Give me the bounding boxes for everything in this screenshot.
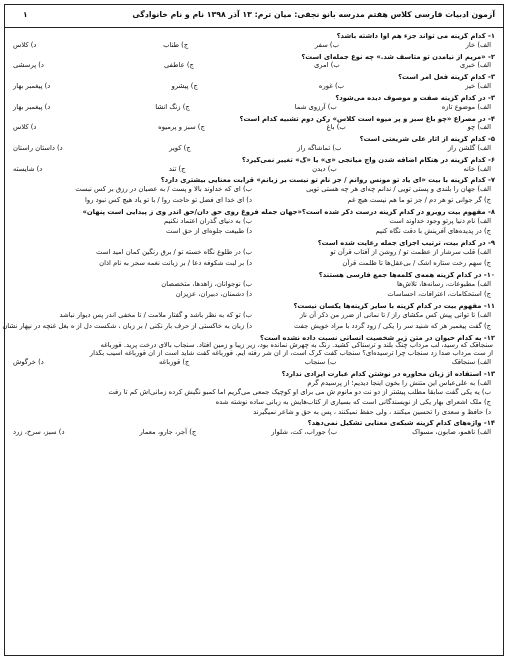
option-b: ب) باغ <box>326 123 346 132</box>
question-2 <box>13 54 495 73</box>
exam-page <box>4 4 504 656</box>
exam-title: آزمون ادبیات فارسی کلاس هفتم مدرسه بانو نجفی: میان ترم: ۱۳ آذر ۱۳۹۸ نام و نام خانوادگی <box>132 10 495 19</box>
question-3a <box>13 74 495 93</box>
options-row <box>13 144 495 155</box>
option-b: ب) یه یکی گفت سابقا مطلب پیشتر از دو نت دو مانوم ش می برای او کوچیک جمعی می‌گریم اما کمبو نگیش کرده زمانی‌اش کم تا رفت <box>108 388 491 397</box>
option-c: ج) پیشرو <box>171 82 198 91</box>
option-d: د) ای خدا ای فضل تو حاجت روا / با تو یاد هیچ کس نبود روا <box>85 196 252 204</box>
question-text: ۱۴- واژه‌های کدام گزینه شبکه‌ی معنایی تشکیل نمی‌دهد؟ <box>307 419 495 427</box>
question-11 <box>2 303 495 332</box>
option-c: ج) عاطفی <box>164 61 194 70</box>
option-a: الف) تا توانی پیش کس مکشای راز / تا نمانی از ضرر من ذکر آن ناز <box>299 310 491 319</box>
options-row <box>13 123 495 134</box>
options-row <box>13 185 495 196</box>
option-c: ج) ملک اشعرای بهار یکی از نویسندگانی است که بسیاری از کتاب‌هایش به زبانی ساده نوشته شده <box>215 398 491 407</box>
question-text: ۳- کدام گزینه فعل امر است؟ <box>398 74 495 82</box>
options-row <box>13 41 495 52</box>
option-a: الف) خانه <box>463 164 491 173</box>
header-divider <box>5 27 503 28</box>
question-text: ۱۰- در کدام گزینه همه‌ی کلمه‌ها جمع فارسی هستند؟ <box>318 271 495 279</box>
option-d: د) کلاس <box>13 40 37 49</box>
passage-line: از ست مرداب صدا زد سنجاب چرا ترسیده‌ای؟ سنجاب گفت گرگ است، از آن شر رفته ایم. قورباغه گفت شاید است از آن قورباغه آسیب بگذار <box>89 350 493 358</box>
options-row <box>13 248 495 259</box>
options-row <box>13 358 495 369</box>
options-row <box>13 280 495 291</box>
question-text: ۸- مفهوم بیت روبرو در کدام گزینه درست ذکر شده است؟«جهان جمله فروغ روی حق دان/حق اندر وی ز پیدایی است پنهان» <box>82 208 495 216</box>
option-c: ج) در پدیده‌های آفرینش با دقت نگاه کنیم <box>375 227 491 236</box>
passage-line: سنجاقک که رسید، لب مرداب چنگ بلند و ترسناکی کشید. رنگ به چهرش نمانده بود، زیر زیبا و زمین افتاد. سنجاب بالای درخت پرید. قورباغه <box>100 342 493 350</box>
question-3b <box>13 95 495 114</box>
option-b: ب) نوجوانان، زاهدها، متخصصان <box>161 279 252 288</box>
option-a: الف) موضوع تازه <box>441 102 491 111</box>
option-b: ب) سفر <box>314 40 339 49</box>
options-row <box>13 311 495 322</box>
option-c: ج) آجر، جارو، معمار <box>139 427 197 436</box>
option-b: ب) غوره <box>318 82 345 91</box>
options-row <box>13 217 495 228</box>
question-text: ۱۳- استفاده از زبان محاوره در نوشتن کدام عبارت ایرادی ندارد؟ <box>281 370 495 378</box>
option-d: د) کلاس <box>13 123 37 132</box>
questions-area <box>2 31 495 439</box>
question-text: ۵- کدام گزینه از آثار علی شریعتی است؟ <box>359 136 495 144</box>
options-row <box>13 82 495 93</box>
option-c: ج) استحکامات، اعترافات، احساسات <box>387 290 491 299</box>
option-a: الف) ناهمو، صابون، مسواک <box>412 427 491 436</box>
option-c: ج) تند <box>168 164 186 173</box>
question-1 <box>13 33 495 52</box>
option-b: ب) به دنیای گذران اعتماد نکنیم <box>163 216 252 225</box>
question-text: ۶- کدام گزینه در هنگام اضافه شدن واج میانجی «ی» یا «گ» تغییر نمی‌گیرد؟ <box>241 156 495 164</box>
option-a: الف) مطبوعات، رسانه‌ها، تلاش‌ها <box>397 279 491 288</box>
option-c: ج) سبز و پرمیوه <box>158 123 205 132</box>
option-d: د) سبز، سرخ، زرد <box>13 427 65 436</box>
options-row <box>13 290 495 301</box>
question-text: ۱- کدام گزینه می تواند جزء هم آوا داشته باشد؟ <box>336 33 495 40</box>
option-a: الف) جهان را بلندی و پستی تویی / ندانم چه‌ای هر چه هستی تویی <box>306 185 491 194</box>
option-b: ب) جوراب، کت، شلوار <box>271 427 338 436</box>
option-d: د) دشمنان، دبیران، عزیزان <box>175 290 252 299</box>
option-d: د) خرگوش <box>13 358 44 366</box>
page-number: ۱ <box>23 10 28 19</box>
exam-header <box>13 11 495 25</box>
options-row <box>13 227 495 238</box>
question-9 <box>13 240 495 269</box>
question-text: ۴- در مصراع «چو باغ سبز و پر میوه است کلاس» رکن دوم تشبیه کدام است؟ <box>239 115 495 123</box>
question-text: ۹- در کدام بیت، ترتیب اجزای جمله رعایت شده است؟ <box>317 240 495 248</box>
question-text: ۷- کدام گزینه با بیت «ای یاد تو مونس روانم / جز نام تو نیست بر زبانم» قرابت معنایی بیشتری دارد؟ <box>160 177 495 185</box>
option-d: د) داستان راستان <box>13 143 63 152</box>
option-b: ب) دیدن <box>312 164 337 173</box>
question-10 <box>13 272 495 301</box>
options-row <box>13 196 495 207</box>
option-a: الف) خار <box>465 40 491 49</box>
question-text: ۲- «مریم از نیامدن تو متأسف شد.» چه نوع جمله‌ای است؟ <box>301 53 495 61</box>
option-c: ج) گفت پیغمبر هر که شنید سر را یکی / زود گردد با مراد خویش جفت <box>293 321 491 330</box>
option-c: ج) طناب <box>163 40 189 49</box>
option-a: الف) به علی‌عباس این متنش را بخون اینجا دیدیم؛ از پرسیدم گرم <box>307 378 491 387</box>
option-b: ب) ای که خداوند بالا و پست / به عصیان در رزق بر کس نبست <box>75 185 252 194</box>
option-b: ب) در طلوع نگاه خسته تو / برق رنگین کمان امید است <box>96 248 252 257</box>
option-d: د) بر لبت شکوفه دعا / بر زبانت نغمه سحر به نام اذان <box>99 258 252 267</box>
option-c: ج) گر جوانی تو هر دم / جز تو ما هم نیست هیچ غم <box>347 196 491 204</box>
option-a: الف) خیز <box>465 82 491 91</box>
options-row <box>13 259 495 270</box>
option-d: د) پیغمبر بهار <box>13 102 51 111</box>
option-d: د) پیغمبر بهار <box>13 82 51 91</box>
option-c: ج) قورباغه <box>159 358 190 366</box>
option-b: ب) آرزوی شما <box>294 102 337 111</box>
question-12 <box>13 335 495 369</box>
options-row <box>2 321 495 333</box>
option-b: ب) سنجاب <box>304 358 337 366</box>
option-a: الف) قلب سرشار از عظمت تو / روشن از آفتاب قرآن تو <box>330 248 491 257</box>
options-row <box>13 428 495 439</box>
question-text: ۱۲- به کدام حیوان در متن زیر شخصیت انسانی نسبت داده نشده است؟ <box>260 334 495 342</box>
question-7 <box>13 177 495 206</box>
option-d: د) پرسشی <box>13 61 44 70</box>
option-a: الف) چو <box>467 123 491 132</box>
question-8 <box>13 209 495 238</box>
question-6 <box>13 157 495 176</box>
option-a: الف) گلشن راز <box>447 143 491 152</box>
options-row <box>13 103 495 114</box>
option-d: د) شایسته <box>13 164 43 173</box>
option-c: ج) سهم رخت ستاره اشک / بی‌عقل‌ها تا ظلمت قرآن <box>342 258 491 267</box>
question-5 <box>13 136 495 155</box>
question-text: ۱۱- مفهوم بیت در کدام گزینه با سایر گزینه‌ها یکسان نیست؟ <box>293 303 495 311</box>
option-d: د) طبیعت جلوه‌ای از حق است <box>166 227 252 236</box>
options-row <box>13 61 495 72</box>
option-a: الف) نام دنیا پرتو وجود خداوند است <box>389 216 491 225</box>
options-row <box>13 165 495 176</box>
option-b: ب) تو که به نظر باشد و گفتار ملامت / تا مخفی اندر پس دیوار نباشد <box>59 310 252 319</box>
option-b: ب) تماشاگه راز <box>297 143 342 152</box>
question-text: ۳- در کدام گزینه صفت و موصوف دیده می‌شود؟ <box>335 94 495 102</box>
option-d: د) حافظ و سعدی را تحسین میکنند ، ولی حفظ نمیکنند ، پس به حق و شاعر نمیگیرند <box>253 408 491 417</box>
question-14 <box>13 420 495 439</box>
option-a: الف) خبری <box>459 61 491 70</box>
option-c: ج) کویر <box>169 143 191 152</box>
question-13 <box>13 371 495 418</box>
option-c: ج) زنگ انشا <box>155 102 190 111</box>
option-a: الف) سنجاقک <box>451 358 491 366</box>
option-b: ب) امری <box>313 61 340 70</box>
option-d: د) زبان به خاکستی از حرف بار نکنی / بر زبان ، شکست دل از ه بغل غنچه در نپهار نشان <box>2 321 252 330</box>
question-4 <box>13 116 495 135</box>
